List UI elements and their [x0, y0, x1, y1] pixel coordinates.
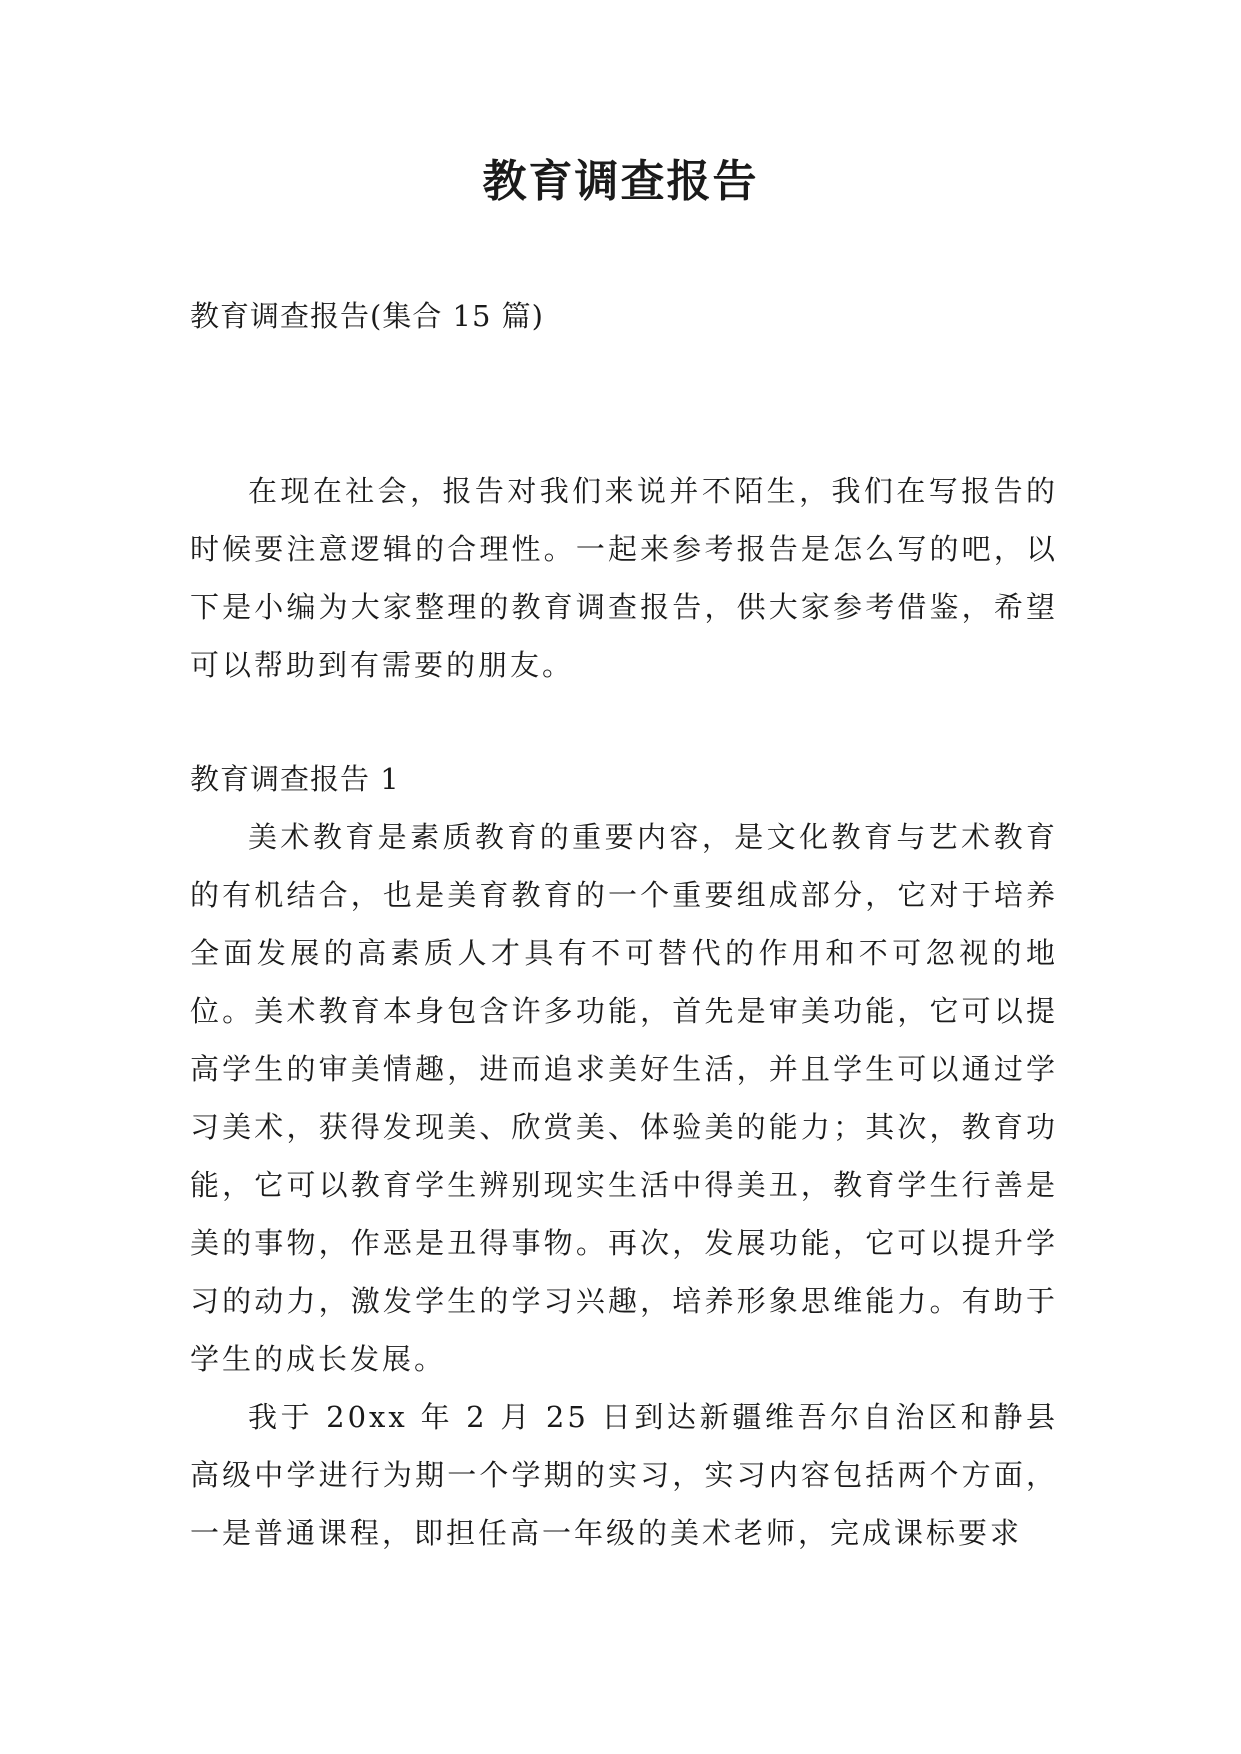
- document-title: 教育调查报告: [482, 156, 759, 207]
- intro-block: [190, 462, 1058, 694]
- intro-paragraph: 在现在社会，报告对我们来说并不陌生，我们在写报告的时候要注意逻辑的合理性。一起来参考报告是怎么写的吧，以下是小编为大家整理的教育调查报告，供大家参考借鉴，希望可以帮助到有需要的朋友。: [190, 474, 1058, 682]
- section-1: [190, 750, 1058, 1562]
- document-subtitle: 教育调查报告(集合 15 篇): [190, 299, 544, 333]
- section-paragraph: 美术教育是素质教育的重要内容，是文化教育与艺术教育的有机结合，也是美育教育的一个重要组成部分，它对于培养全面发展的高素质人才具有不可替代的作用和不可忽视的地位。美术教育本身包含许多功能，首先是审美功能，它可以提高学生的审美情趣，进而追求美好生活，并且学生可以通过学习美术，获得发现美、欣赏美、体验美的能力；其次，教育功能，它可以教育学生辨别现实生活中得美丑，教育学生行善是美的事物，作恶是丑得事物。再次，发展功能，它可以提升学习的动力，激发学生的学习兴趣，培养形象思维能力。有助于学生的成长发展。: [190, 820, 1058, 1376]
- section-heading: 教育调查报告 1: [190, 762, 400, 796]
- section-paragraph: 我于 20xx 年 2 月 25 日到达新疆维吾尔自治区和静县高级中学进行为期一个学期的实习，实习内容包括两个方面，一是普通课程，即担任高一年级的美术老师，完成课标要求: [190, 1400, 1058, 1550]
